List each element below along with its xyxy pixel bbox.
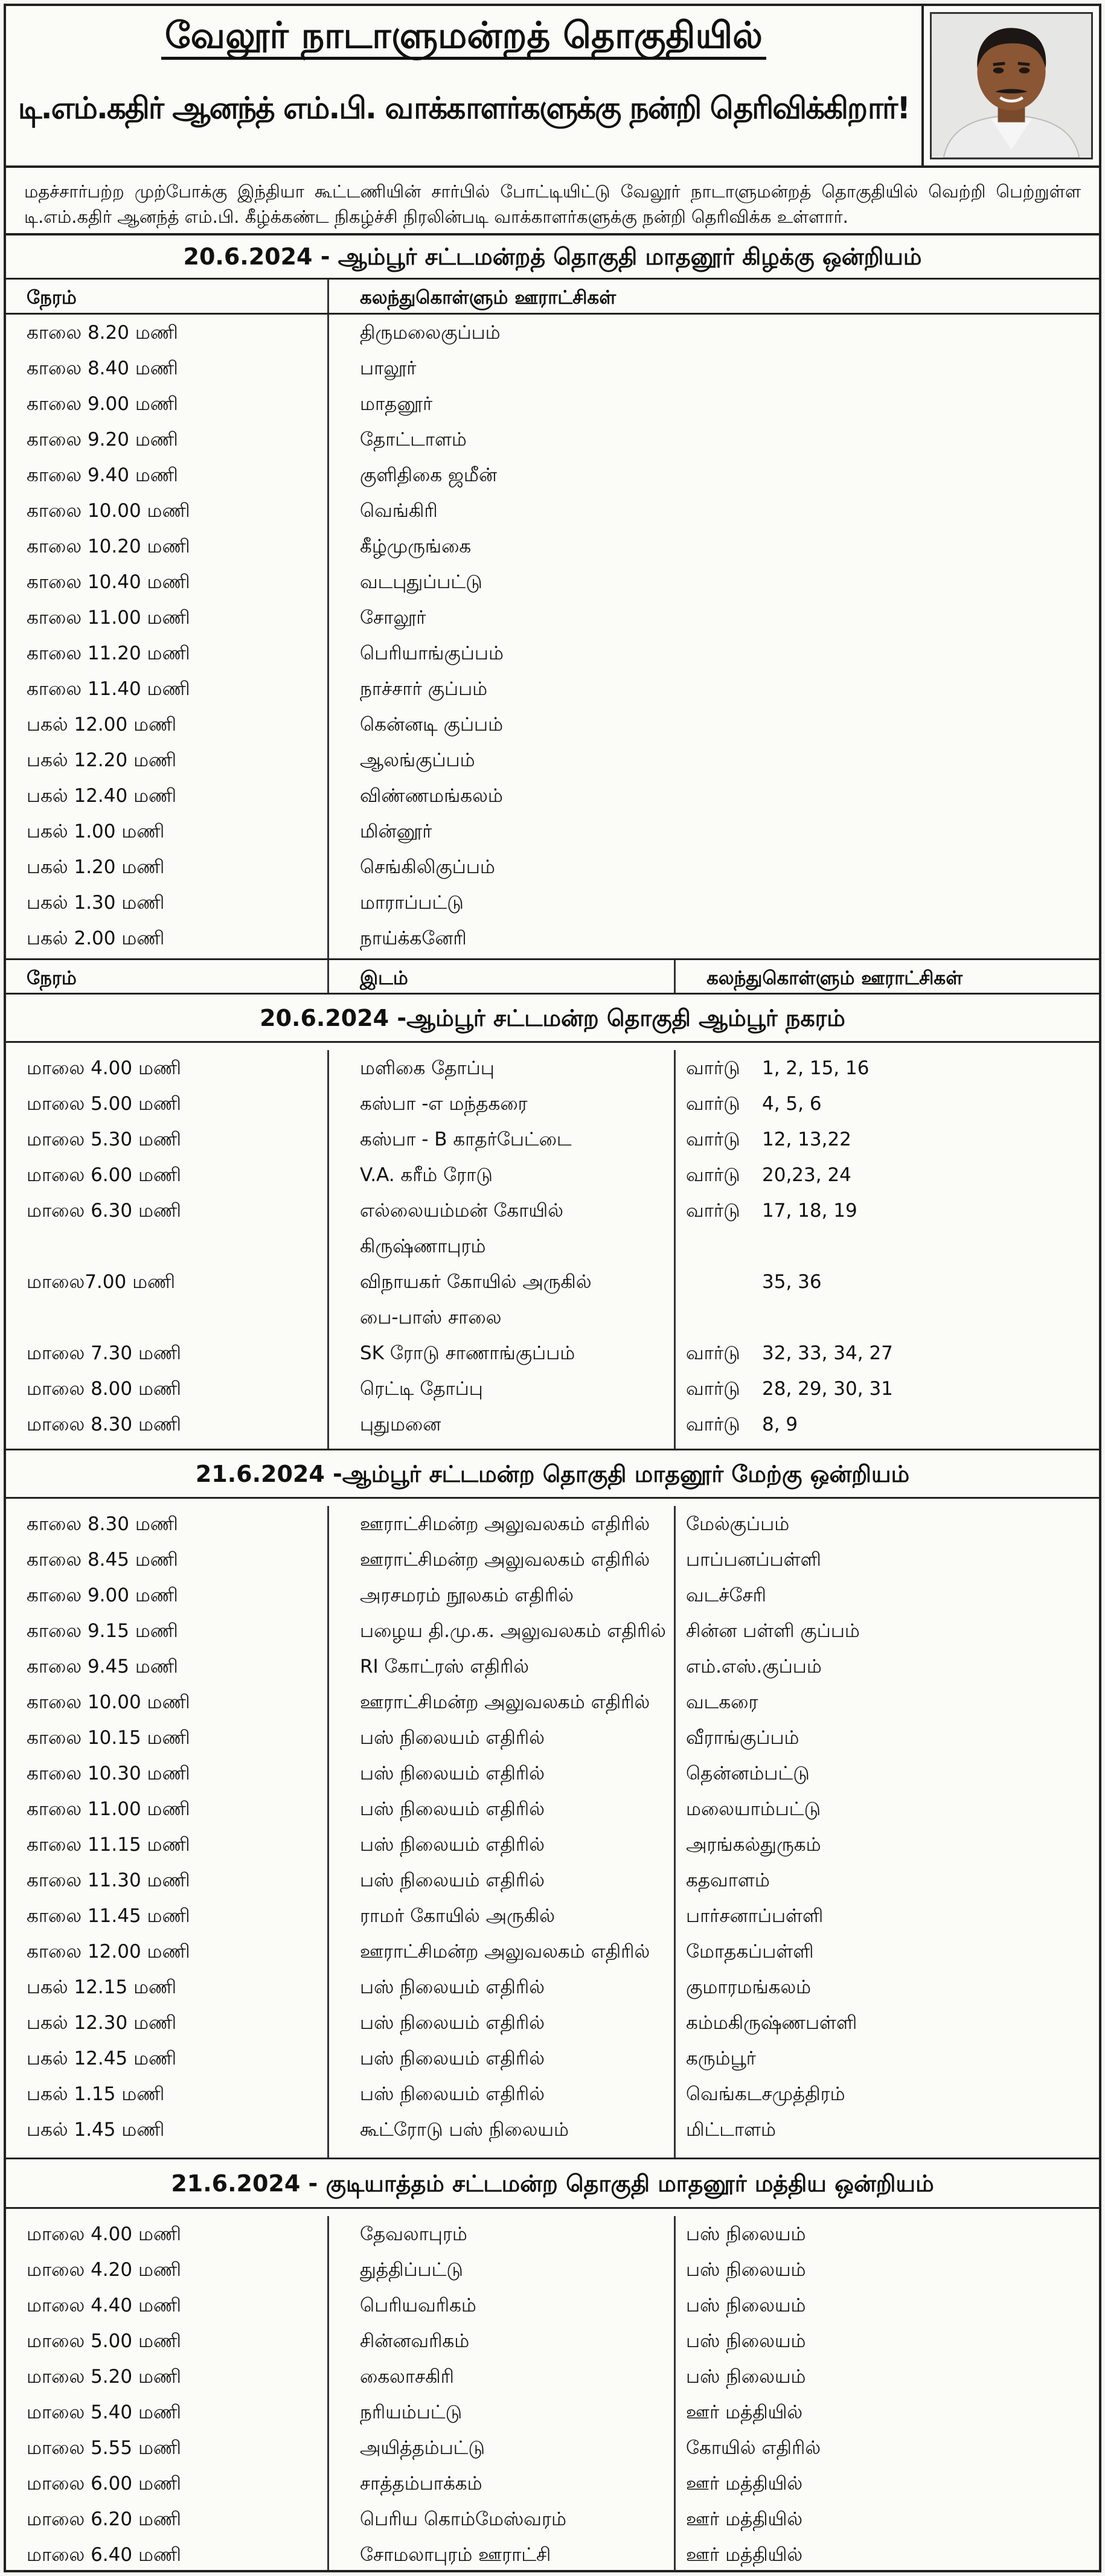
- row-village: எம்.எஸ்.குப்பம்: [686, 1656, 822, 1677]
- row-place: பஸ் நிலையம் எதிரில்: [360, 2048, 545, 2069]
- row-ward-numbers: 35, 36: [762, 1271, 822, 1293]
- row-time: காலை 10.40 மணி: [27, 571, 190, 593]
- row-time: காலை 9.15 மணி: [27, 1620, 178, 1642]
- row-village: வடகரை: [686, 1691, 758, 1713]
- table-row: [6, 2394, 1099, 2430]
- table-row: [6, 813, 1099, 849]
- table-row: [6, 2430, 1099, 2465]
- row-time: காலை 11.40 மணி: [27, 678, 190, 700]
- row-village: அரங்கல்துருகம்: [686, 1834, 821, 1856]
- section3-title: 21.6.2024 -ஆம்பூர் சட்டமன்ற தொகுதி மாதனூர் மேற்கு ஒன்றியம்: [6, 1449, 1099, 1499]
- row-time: காலை 11.45 மணி: [27, 1905, 190, 1927]
- row-village: மின்னூர்: [360, 821, 432, 842]
- column-header-time: நேரம்: [27, 967, 77, 989]
- row-village: திருமலைகுப்பம்: [360, 322, 501, 344]
- table-row: [6, 1086, 1099, 1121]
- row-village: பாப்பனப்பள்ளி: [686, 1549, 821, 1571]
- table-row: [6, 2252, 1099, 2287]
- table-row: [6, 1121, 1099, 1157]
- row-ward-label: வார்டு: [686, 1378, 740, 1400]
- row-village: வடபுதுப்பட்டு: [360, 571, 482, 593]
- table-row: [6, 2040, 1099, 2076]
- row-village: வடச்சேரி: [686, 1584, 766, 1606]
- row-time: மாலை 4.00 மணி: [27, 1057, 181, 1079]
- table-row: [6, 2112, 1099, 2147]
- row-ward-numbers: 4, 5, 6: [762, 1093, 822, 1115]
- row-village: கீழ்முருங்கை: [360, 536, 472, 557]
- row-village: மிட்டாளம்: [686, 2119, 776, 2141]
- column-header-villages: கலந்துகொள்ளும் ஊராட்சிகள்: [360, 287, 617, 309]
- table-row: [6, 350, 1099, 386]
- row-time: காலை 10.30 மணி: [27, 1763, 190, 1784]
- row-ward-label: வார்டு: [686, 1057, 740, 1079]
- row-village: சின்ன பள்ளி குப்பம்: [686, 1620, 860, 1642]
- row-ward-numbers: 17, 18, 19: [762, 1200, 857, 1222]
- row-time: காலை 11.20 மணி: [27, 642, 190, 664]
- row-place: V.A. கரீம் ரோடு: [360, 1164, 493, 1186]
- table-row: [6, 1791, 1099, 1827]
- row-time: மாலை 6.30 மணி: [27, 1200, 181, 1222]
- table-row: [6, 1264, 1099, 1299]
- table-row: [6, 2005, 1099, 2040]
- table-row: [6, 1050, 1099, 1086]
- table-row: [6, 2359, 1099, 2394]
- row-time: மாலை7.00 மணி: [27, 1271, 176, 1293]
- row-place: ஊராட்சிமன்ற அலுவலகம் எதிரில்: [360, 1513, 650, 1535]
- section1-header-row: [6, 280, 1099, 315]
- row-village: சின்னவரிகம்: [360, 2330, 470, 2352]
- table-row: [6, 493, 1099, 528]
- row-time: மாலை 4.40 மணி: [27, 2295, 181, 2316]
- table-row: [6, 1755, 1099, 1791]
- row-ward-label: வார்டு: [686, 1164, 740, 1186]
- row-time: காலை 8.45 மணி: [27, 1549, 178, 1571]
- section1-title: 20.6.2024 - ஆம்பூர் சட்டமன்றத் தொகுதி மாதனூர் கிழக்கு ஒன்றியம்: [6, 235, 1099, 280]
- headline-line-2: டி.எம்.கதிர் ஆனந்த் எம்.பி. வாக்காளர்களுக்கு நன்றி தெரிவிக்கிறார்!: [18, 91, 910, 126]
- row-place: பஸ் நிலையம் எதிரில்: [360, 1727, 545, 1749]
- table-row: [6, 1335, 1099, 1371]
- table-row: [6, 671, 1099, 706]
- row-time: காலை 10.15 மணி: [27, 1727, 190, 1749]
- row-time: மாலை 6.00 மணி: [27, 2473, 181, 2494]
- row-time: பகல் 12.45 மணி: [27, 2048, 177, 2069]
- row-time: காலை 11.00 மணி: [27, 1798, 190, 1820]
- row-place: விநாயகர் கோயில் அருகில்: [360, 1271, 592, 1293]
- table-row: [6, 2323, 1099, 2359]
- row-village: தென்னம்பட்டு: [686, 1763, 810, 1784]
- section3-table: [6, 1506, 1099, 2158]
- row-place: எல்லையம்மன் கோயில்: [360, 1200, 563, 1222]
- row-time: காலை 9.40 மணி: [27, 464, 178, 486]
- row-village: விண்ணமங்கலம்: [360, 785, 503, 807]
- row-place: கஸ்பா - B காதர்பேட்டை: [360, 1129, 572, 1150]
- row-time: பகல் 2.00 மணி: [27, 928, 165, 949]
- row-time: பகல் 12.00 மணி: [27, 714, 177, 735]
- row-village: கென்னடி குப்பம்: [360, 714, 504, 735]
- column-divider: [674, 960, 676, 993]
- row-village: மோதகப்பள்ளி: [686, 1941, 814, 1962]
- row-village: செங்கிலிகுப்பம்: [360, 856, 495, 878]
- section2-table: [6, 1050, 1099, 1449]
- row-place: ஊர் மத்தியில்: [686, 2473, 803, 2494]
- column-header-place: இடம்: [360, 967, 408, 989]
- row-ward-label: வார்டு: [686, 1342, 740, 1364]
- table-row: [6, 1371, 1099, 1406]
- row-time: மாலை 8.00 மணி: [27, 1378, 181, 1400]
- row-time: மாலை 6.20 மணி: [27, 2508, 181, 2530]
- row-village: பெரியவரிகம்: [360, 2295, 476, 2316]
- column-divider: [327, 280, 329, 313]
- table-row: [6, 920, 1099, 956]
- thank-you-notice: [4, 4, 1101, 2572]
- table-row: [6, 2076, 1099, 2112]
- row-ward-numbers: 20,23, 24: [762, 1164, 851, 1186]
- row-time: காலை 8.30 மணி: [27, 1513, 178, 1535]
- row-time: காலை 8.20 மணி: [27, 322, 178, 344]
- table-row: [6, 1969, 1099, 2005]
- table-row: [6, 315, 1099, 350]
- table-row: [6, 2537, 1099, 2572]
- row-village: அயித்தம்பட்டு: [360, 2437, 485, 2459]
- table-row: [6, 1898, 1099, 1934]
- row-place: பஸ் நிலையம் எதிரில்: [360, 2083, 545, 2105]
- table-row: [6, 1406, 1099, 1442]
- row-village: சாத்தம்பாக்கம்: [360, 2473, 482, 2494]
- row-village: தோட்டாளம்: [360, 429, 467, 450]
- table-row: [6, 1542, 1099, 1577]
- row-time: பகல் 1.15 மணி: [27, 2083, 165, 2105]
- row-ward-numbers: 1, 2, 15, 16: [762, 1057, 870, 1079]
- row-place: RI கோட்ரஸ் எதிரில்: [360, 1656, 530, 1677]
- row-place: பஸ் நிலையம்: [686, 2295, 806, 2316]
- section2-title: 20.6.2024 -ஆம்பூர் சட்டமன்ற தொகுதி ஆம்பூர் நகரம்: [6, 995, 1099, 1043]
- row-village: மாதனூர்: [360, 393, 433, 415]
- row-place: கிருஷ்ணாபுரம்: [360, 1235, 486, 1257]
- row-time: மாலை 7.30 மணி: [27, 1342, 181, 1364]
- table-row: [6, 1720, 1099, 1755]
- row-place: பஸ் நிலையம்: [686, 2330, 806, 2352]
- row-time: பகல் 1.00 மணி: [27, 821, 165, 842]
- portrait-photo-icon: [930, 12, 1093, 159]
- row-time: காலை 9.20 மணி: [27, 429, 178, 450]
- row-village: சோலூர்: [360, 607, 426, 629]
- row-time: பகல் 12.30 மணி: [27, 2012, 177, 2034]
- headline-line-1: [6, 14, 921, 62]
- row-place: ஊராட்சிமன்ற அலுவலகம் எதிரில்: [360, 1691, 650, 1713]
- section4-table: [6, 2216, 1099, 2572]
- row-time: பகல் 12.15 மணி: [27, 1976, 177, 1998]
- row-time: பகல் 12.40 மணி: [27, 785, 177, 807]
- row-village: நரியம்பட்டு: [360, 2401, 463, 2423]
- row-village: குமாரமங்கலம்: [686, 1976, 812, 1998]
- row-place: ஊர் மத்தியில்: [686, 2401, 803, 2423]
- row-time: மாலை 4.20 மணி: [27, 2259, 181, 2281]
- row-village: பாலூர்: [360, 357, 417, 379]
- row-village: நாய்க்கனேரி: [360, 928, 467, 949]
- table-row: [6, 1299, 1099, 1335]
- row-place: புதுமனை: [360, 1414, 441, 1435]
- row-village: வெங்கடசமுத்திரம்: [686, 2083, 845, 2105]
- row-time: காலை 11.15 மணி: [27, 1834, 190, 1856]
- row-ward-numbers: 28, 29, 30, 31: [762, 1378, 893, 1400]
- table-row: [6, 1228, 1099, 1264]
- row-village: சோமலாபுரம் ஊராட்சி: [360, 2544, 551, 2566]
- row-place: பஸ் நிலையம்: [686, 2259, 806, 2281]
- row-village: ஆலங்குப்பம்: [360, 749, 475, 771]
- row-time: மாலை 5.55 மணி: [27, 2437, 181, 2459]
- portrait-illustration: [932, 14, 1091, 158]
- table-row: [6, 1648, 1099, 1684]
- row-time: மாலை 5.40 மணி: [27, 2401, 181, 2423]
- table-row: [6, 1934, 1099, 1969]
- row-time: காலை 9.45 மணி: [27, 1656, 178, 1677]
- row-time: பகல் 12.20 மணி: [27, 749, 177, 771]
- row-place: கோயில் எதிரில்: [686, 2437, 821, 2459]
- row-ward-label: வார்டு: [686, 1129, 740, 1150]
- row-place: பஸ் நிலையம் எதிரில்: [360, 1976, 545, 1998]
- row-time: காலை 9.00 மணி: [27, 393, 178, 415]
- column-header-time: நேரம்: [27, 287, 77, 309]
- table-row: [6, 600, 1099, 635]
- row-time: மாலை 4.00 மணி: [27, 2223, 181, 2245]
- table-row: [6, 742, 1099, 778]
- row-time: மாலை 5.20 மணி: [27, 2366, 181, 2388]
- row-place: பஸ் நிலையம் எதிரில்: [360, 1798, 545, 1820]
- row-ward-numbers: 8, 9: [762, 1414, 798, 1435]
- row-place: ஊர் மத்தியில்: [686, 2508, 803, 2530]
- row-place: மளிகை தோப்பு: [360, 1057, 495, 1079]
- row-time: காலை 11.30 மணி: [27, 1870, 190, 1891]
- row-place: பை-பாஸ் சாலை: [360, 1307, 502, 1328]
- table-row: [6, 457, 1099, 493]
- row-village: பெரிய கொம்மேஸ்வரம்: [360, 2508, 566, 2530]
- row-place: பஸ் நிலையம் எதிரில்: [360, 1763, 545, 1784]
- row-time: மாலை 6.40 மணி: [27, 2544, 181, 2566]
- table-row: [6, 1157, 1099, 1193]
- row-place: ரெட்டி தோப்பு: [360, 1378, 483, 1400]
- row-village: கைலாசகிரி: [360, 2366, 454, 2388]
- row-village: மாராப்பட்டு: [360, 892, 464, 914]
- table-row: [6, 706, 1099, 742]
- notice-header: [6, 6, 1099, 168]
- row-village: கம்மகிருஷ்ணபள்ளி: [686, 2012, 857, 2034]
- row-time: பகல் 1.45 மணி: [27, 2119, 165, 2141]
- table-row: [6, 1577, 1099, 1613]
- row-time: காலை 10.20 மணி: [27, 536, 190, 557]
- row-time: மாலை 5.30 மணி: [27, 1129, 181, 1150]
- row-time: மாலை 5.00 மணி: [27, 2330, 181, 2352]
- table-row: [6, 1613, 1099, 1648]
- row-time: காலை 10.00 மணி: [27, 500, 190, 522]
- row-place: பஸ் நிலையம் எதிரில்: [360, 1870, 545, 1891]
- row-time: மாலை 8.30 மணி: [27, 1414, 181, 1435]
- row-ward-label: வார்டு: [686, 1093, 740, 1115]
- table-row: [6, 2287, 1099, 2323]
- row-ward-label: வார்டு: [686, 1200, 740, 1222]
- table-row: [6, 778, 1099, 813]
- table-row: [6, 1862, 1099, 1898]
- table-row: [6, 635, 1099, 671]
- table-row: [6, 849, 1099, 885]
- section4-title: 21.6.2024 - குடியாத்தம் சட்டமன்ற தொகுதி மாதனூர் மத்திய ஒன்றியம்: [6, 2158, 1099, 2209]
- row-place: பஸ் நிலையம் எதிரில்: [360, 2012, 545, 2034]
- row-place: ஊர் மத்தியில்: [686, 2544, 803, 2566]
- row-ward-numbers: 32, 33, 34, 27: [762, 1342, 893, 1364]
- row-ward-label: வார்டு: [686, 1414, 740, 1435]
- table-row: [6, 1827, 1099, 1862]
- row-time: காலை 12.00 மணி: [27, 1941, 190, 1962]
- table-row: [6, 2501, 1099, 2537]
- table-row: [6, 2216, 1099, 2252]
- table-row: [6, 1193, 1099, 1228]
- row-village: மேல்குப்பம்: [686, 1513, 790, 1535]
- table-row: [6, 564, 1099, 600]
- section2-header-row: [6, 958, 1099, 995]
- row-time: காலை 10.00 மணி: [27, 1691, 190, 1713]
- row-place: பஸ் நிலையம்: [686, 2223, 806, 2245]
- row-village: துத்திப்பட்டு: [360, 2259, 463, 2281]
- row-village: வீராங்குப்பம்: [686, 1727, 799, 1749]
- row-place: ஊராட்சிமன்ற அலுவலகம் எதிரில்: [360, 1549, 650, 1571]
- row-place: கஸ்பா -எ மந்தகரை: [360, 1093, 528, 1115]
- row-village: வெங்கிரி: [360, 500, 438, 522]
- row-place: ராமர் கோயில் அருகில்: [360, 1905, 555, 1927]
- row-place: பஸ் நிலையம் எதிரில்: [360, 1834, 545, 1856]
- row-village: நாச்சார் குப்பம்: [360, 678, 488, 700]
- row-place: கூட்ரோடு பஸ் நிலையம்: [360, 2119, 569, 2141]
- table-row: [6, 2465, 1099, 2501]
- row-place: பழைய தி.மு.க. அலுவலகம் எதிரில்: [360, 1620, 666, 1642]
- row-ward-numbers: 12, 13,22: [762, 1129, 851, 1150]
- table-row: [6, 885, 1099, 920]
- table-row: [6, 528, 1099, 564]
- table-row: [6, 421, 1099, 457]
- row-village: மலையாம்பட்டு: [686, 1798, 821, 1820]
- row-village: பெரியாங்குப்பம்: [360, 642, 504, 664]
- title-area: [6, 6, 924, 165]
- table-row: [6, 1684, 1099, 1720]
- row-time: பகல் 1.30 மணி: [27, 892, 165, 914]
- headline-line-1-text: வேலூர் நாடாளுமன்றத் தொகுதியில்: [161, 14, 766, 60]
- row-time: காலை 11.00 மணி: [27, 607, 190, 629]
- row-village: கதவாளம்: [686, 1870, 770, 1891]
- column-divider: [327, 960, 329, 993]
- row-village: குளிதிகை ஜமீன்: [360, 464, 498, 486]
- section1-table: [6, 315, 1099, 958]
- intro-paragraph: மதச்சார்பற்ற முற்போக்கு இந்தியா கூட்டணியின் சார்பில் போட்டியிட்டு வேலூர் நாடாளுமன்றத் தொகுதியில் வெற்றி பெற்றுள்ள டி.எம்.கதிர் ஆனந்த் எம்.பி. கீழ்க்கண்ட நிகழ்ச்சி நிரலின்படி வாக்காளர்களுக்கு நன்றி தெரிவிக்க உள்ளார்.: [6, 168, 1099, 235]
- table-row: [6, 1506, 1099, 1542]
- row-village: தேவலாபுரம்: [360, 2223, 467, 2245]
- row-time: காலை 9.00 மணி: [27, 1584, 178, 1606]
- row-time: காலை 8.40 மணி: [27, 357, 178, 379]
- row-time: மாலை 5.00 மணி: [27, 1093, 181, 1115]
- column-header-wards: கலந்துகொள்ளும் ஊராட்சிகள்: [706, 967, 963, 989]
- table-row: [6, 386, 1099, 421]
- row-place: SK ரோடு சாணாங்குப்பம்: [360, 1342, 575, 1364]
- row-place: பஸ் நிலையம்: [686, 2366, 806, 2388]
- row-village: பார்சனாப்பள்ளி: [686, 1905, 824, 1927]
- row-time: மாலை 6.00 மணி: [27, 1164, 181, 1186]
- row-time: பகல் 1.20 மணி: [27, 856, 165, 878]
- row-place: ஊராட்சிமன்ற அலுவலகம் எதிரில்: [360, 1941, 650, 1962]
- row-place: அரசமரம் நூலகம் எதிரில்: [360, 1584, 574, 1606]
- row-village: கரும்பூர்: [686, 2048, 756, 2069]
